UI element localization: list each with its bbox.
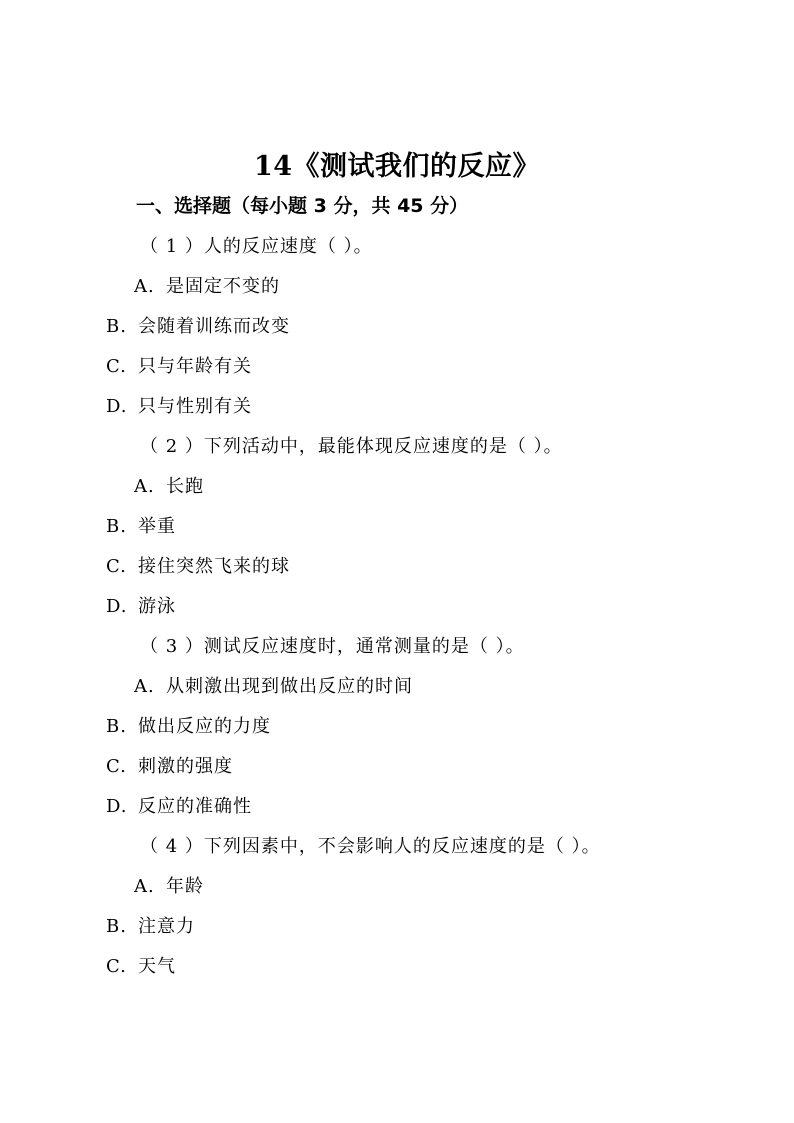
- question-1-option-a: [134, 272, 280, 298]
- option-letter: B.: [106, 316, 127, 337]
- option-letter: B.: [106, 516, 127, 537]
- question-3-option-a: [134, 672, 413, 698]
- option-letter: D.: [106, 796, 128, 817]
- question-4-option-b: [106, 912, 195, 938]
- question-stem-1: （ 1 ）人的反应速度（ ）。: [140, 236, 373, 257]
- option-letter: D.: [106, 396, 128, 417]
- question-1-option-d: [106, 392, 252, 418]
- option-letter: C.: [106, 556, 127, 577]
- question-1-option-b: [106, 312, 290, 338]
- option-letter: B.: [106, 716, 127, 737]
- question-stem-4: （ 4 ）下列因素中，不会影响人的反应速度的是（ ）。: [140, 836, 601, 857]
- option-text: 会随着训练而改变: [138, 316, 290, 337]
- question-1-option-c: [106, 352, 252, 378]
- question-2-option-b: [106, 512, 176, 538]
- option-letter: B.: [106, 916, 127, 937]
- option-text: 接住突然飞来的球: [138, 556, 290, 577]
- option-text: 游泳: [138, 596, 176, 617]
- option-text: 注意力: [138, 916, 195, 937]
- question-3-option-d: [106, 792, 252, 818]
- question-4-option-a: [134, 872, 204, 898]
- option-text: 反应的准确性: [138, 796, 252, 817]
- question-stem-3: （ 3 ）测试反应速度时，通常测量的是（ ）。: [140, 636, 525, 657]
- option-letter: C.: [106, 356, 127, 377]
- option-letter: C.: [106, 756, 127, 777]
- option-letter: C.: [106, 956, 127, 977]
- option-text: 做出反应的力度: [138, 716, 271, 737]
- option-letter: A.: [134, 276, 155, 297]
- question-3-option-c: [106, 752, 233, 778]
- option-letter: D.: [106, 596, 128, 617]
- question-2-option-a: [134, 472, 204, 498]
- option-text: 年龄: [166, 876, 204, 897]
- question-stem-2: （ 2 ）下列活动中，最能体现反应速度的是（ ）。: [140, 436, 563, 457]
- page-title: 14《测试我们的反应》: [253, 151, 541, 182]
- option-text: 天气: [138, 956, 176, 977]
- section-heading: 一、选择题（每小题 3 分，共 45 分）: [136, 195, 469, 217]
- option-text: 从刺激出现到做出反应的时间: [166, 676, 413, 697]
- question-2-option-c: [106, 552, 290, 578]
- question-3-option-b: [106, 712, 271, 738]
- option-letter: A.: [134, 476, 155, 497]
- option-text: 长跑: [166, 476, 204, 497]
- option-text: 举重: [138, 516, 176, 537]
- question-4-option-c: [106, 952, 176, 978]
- option-letter: A.: [134, 676, 155, 697]
- question-2-option-d: [106, 592, 176, 618]
- option-text: 只与年龄有关: [138, 356, 252, 377]
- option-letter: A.: [134, 876, 155, 897]
- option-text: 刺激的强度: [138, 756, 233, 777]
- option-text: 只与性别有关: [138, 396, 252, 417]
- option-text: 是固定不变的: [166, 276, 280, 297]
